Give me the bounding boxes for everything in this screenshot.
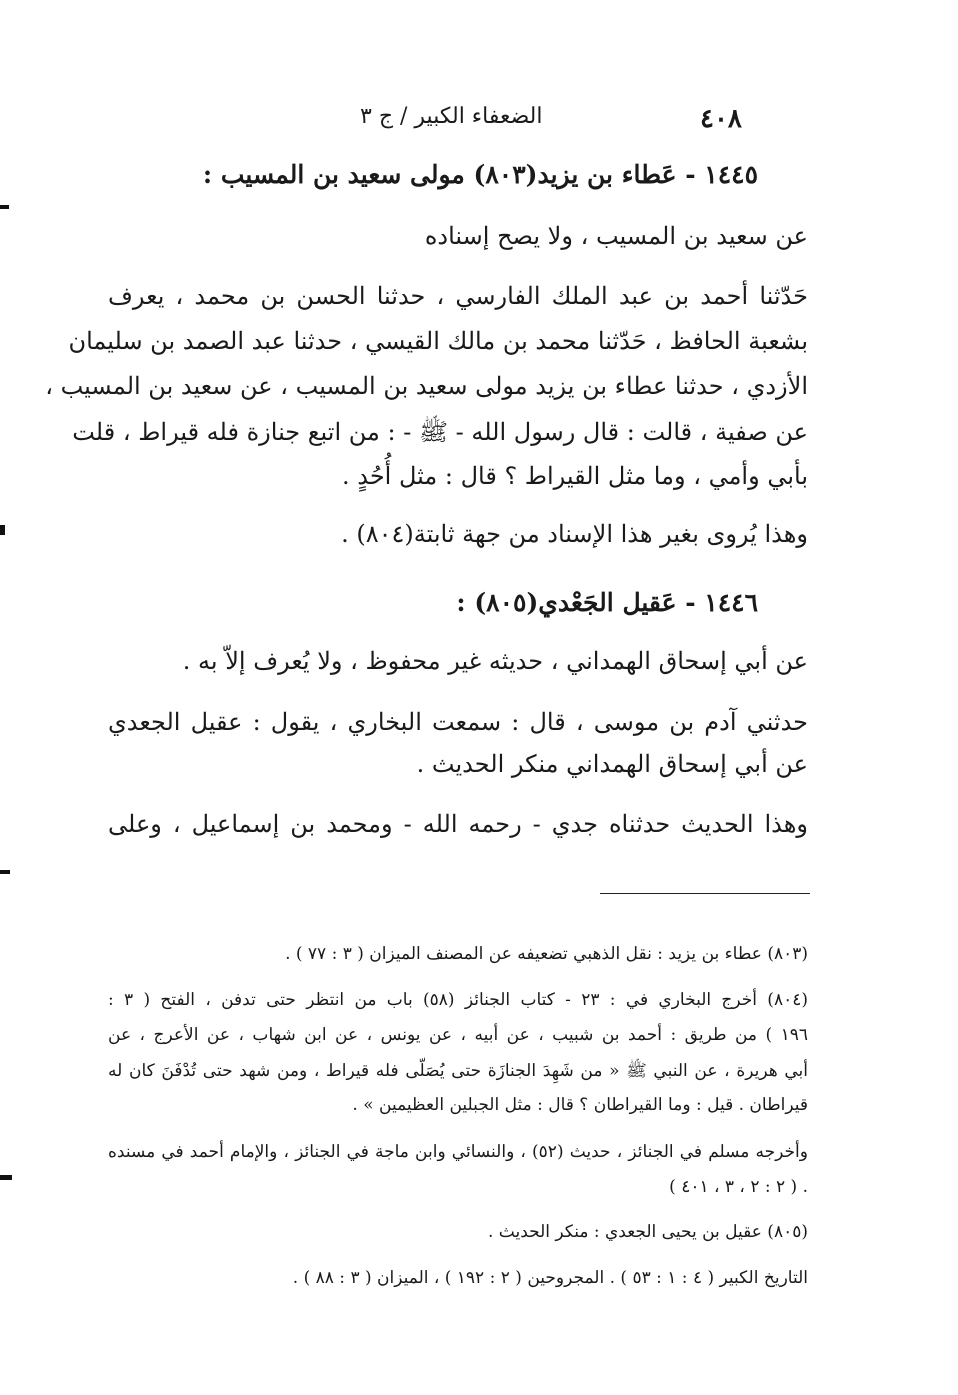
text-line: عن أبي إسحاق الهمداني ، حديثه غير محفوظ ، ولا يُعرف إلاّ به .: [182, 647, 808, 675]
footnote-line: أبي هريرة ، عن النبي ﷺ « من شَهِدَ الجنازَة حتى يُصَلّى فله قيراط ، ومن شهد حتى تُدْفَنَ كان له: [108, 1061, 808, 1081]
footnote-line: (٨٠٣) عطاء بن يزيد : نقل الذهبي تضعيفه عن المصنف الميزان ( ٣ : ٧٧ ) .: [285, 944, 808, 964]
text-line: عن أبي إسحاق الهمداني منكر الحديث .: [416, 750, 808, 778]
footnote-line: قيراطان . قيل : وما القيراطان ؟ قال : مثل الجبلين العظيمين » .: [352, 1095, 808, 1115]
scan-edge-mark: [0, 870, 10, 874]
text-line: عن صفية ، قالت : قال رسول الله - ﷺ - : من اتبع جنازة فله قيراط ، قلت: [72, 418, 808, 446]
text-line: حدثني آدم بن موسى ، قال : سمعت البخاري ، يقول : عقيل الجعدي: [108, 708, 808, 736]
text-line: وهذا الحديث حدثناه جدي - رحمه الله - ومحمد بن إسماعيل ، وعلى: [108, 810, 808, 838]
text-line: حَدّثنا أحمد بن عبد الملك الفارسي ، حدثنا الحسن بن محمد ، يعرف: [108, 282, 808, 310]
text-line: بأبي وأمي ، وما مثل القيراط ؟ قال : مثل أُحُدٍ .: [341, 462, 808, 490]
text-line: عن سعيد بن المسيب ، ولا يصح إسناده: [424, 222, 808, 250]
text-line: الأزدي ، حدثنا عطاء بن يزيد مولى سعيد بن المسيب ، عن سعيد بن المسيب ،: [45, 372, 808, 400]
footnote-line: وأخرجه مسلم في الجنائز ، حديث (٥٢) ، والنسائي وابن ماجة في الجنائز ، والإمام أحمد في مسنده: [108, 1142, 808, 1162]
scan-edge-mark: [0, 525, 5, 535]
text-line: وهذا يُروى بغير هذا الإسناد من جهة ثابتة(٨٠٤) .: [341, 520, 808, 548]
page-number: ٤٠٨: [700, 104, 742, 134]
running-title: الضعفاء الكبير / ج ٣: [360, 104, 543, 129]
footnote-line: ١٩٦ ) من طريق : أحمد بن شبيب ، عن أبيه ، عن يونس ، عن ابن شهاب ، عن الأعرج ، عن: [108, 1025, 808, 1045]
text-line: بشعبة الحافظ ، حَدّثنا محمد بن مالك القيسي ، حدثنا عبد الصمد بن سليمان: [68, 327, 808, 355]
scan-edge-mark: [0, 1175, 12, 1180]
footnote-separator: [600, 893, 810, 894]
entry-heading-1445: ١٤٤٥ - عَطاء بن يزيد(٨٠٣) مولى سعيد بن المسيب :: [202, 160, 758, 189]
footnote-line: (٨٠٥) عقيل بن يحيى الجعدي : منكر الحديث .: [487, 1222, 808, 1242]
scan-edge-mark: [0, 205, 9, 209]
footnote-line: ( ٢ : ٢ ، ٣ ، ٤٠١ ) .: [669, 1177, 808, 1197]
footnote-line: (٨٠٤) أخرج البخاري في : ٢٣ - كتاب الجنائز (٥٨) باب من انتظر حتى تدفن ، الفتح ( ٣ :: [108, 990, 808, 1010]
footnote-line: التاريخ الكبير ( ٤ : ١ : ٥٣ ) . المجروحين ( ٢ : ١٩٢ ) ، الميزان ( ٣ : ٨٨ ) .: [292, 1268, 808, 1288]
entry-heading-1446: ١٤٤٦ - عَقيل الجَعْدي(٨٠٥) :: [456, 588, 758, 617]
